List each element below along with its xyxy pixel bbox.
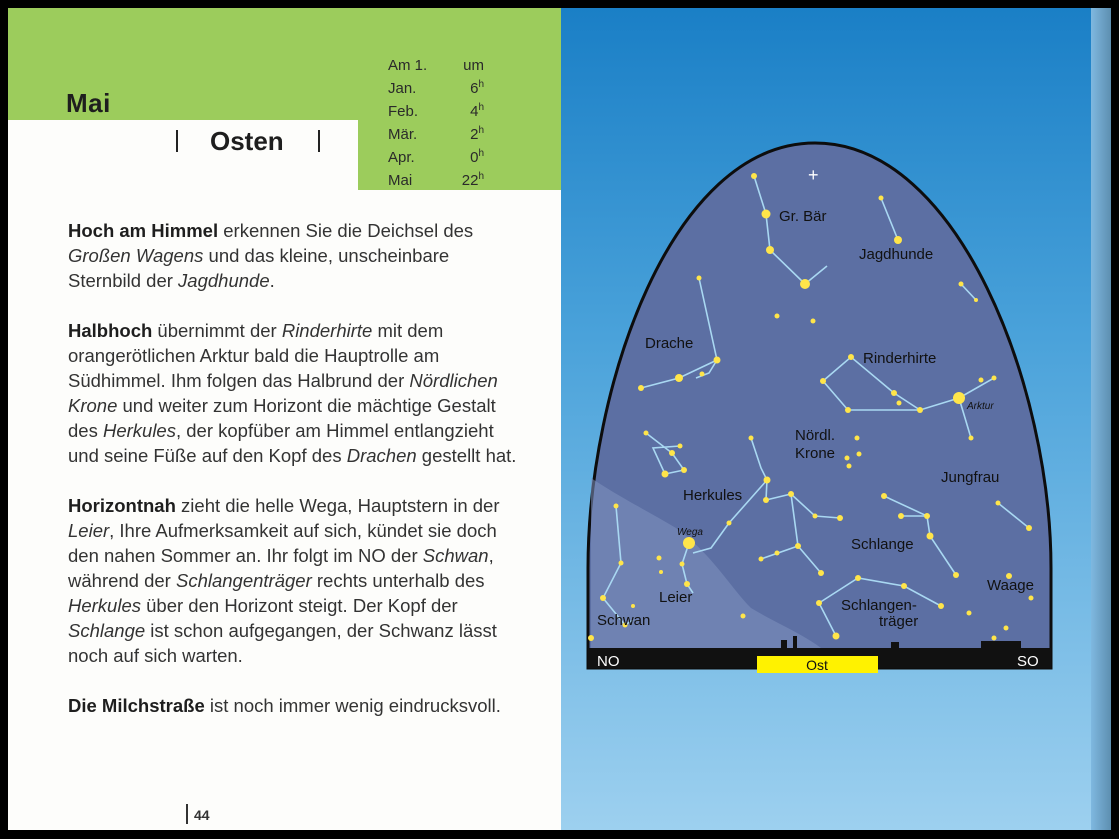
horizon-label-ost: Ost <box>806 657 828 673</box>
time-table-month: Mai <box>388 172 413 189</box>
zenith-marker: + <box>808 165 819 185</box>
label-gr-baer: Gr. Bär <box>779 208 827 225</box>
star <box>762 210 771 219</box>
star-wega <box>683 537 695 549</box>
star <box>847 464 852 469</box>
star <box>845 407 851 413</box>
star <box>678 444 683 449</box>
paragraph-emphasis: Nördlichen Krone <box>68 370 498 416</box>
star <box>669 450 675 456</box>
time-table-hour-unit: h <box>478 125 484 136</box>
label-wega: Wega <box>677 527 703 538</box>
time-table-row <box>388 169 484 192</box>
tab-tick-left <box>176 130 178 152</box>
star <box>749 436 754 441</box>
horizon-label-no: NO <box>597 653 620 670</box>
paragraph-text: , Ihre Aufmerksamkeit auf sich, kündet sie doch den nahen Sommer an. Ihr folgt im NO der <box>68 520 497 566</box>
star <box>833 633 840 640</box>
time-table-hour-value: 4 <box>470 103 479 120</box>
time-table-hour-unit: h <box>478 102 484 113</box>
paragraph-text: gestellt hat. <box>416 445 517 466</box>
time-table-row <box>388 77 484 100</box>
body-paragraph <box>68 318 523 468</box>
time-table-col1-header: Am 1. <box>388 57 428 74</box>
paragraph-text: und das kleine, unscheinbare Sternbild der <box>68 245 450 291</box>
star <box>894 236 902 244</box>
star <box>996 501 1001 506</box>
paragraph-emphasis: Schwan <box>422 545 489 566</box>
star <box>992 636 997 641</box>
star <box>759 557 764 562</box>
star <box>901 583 907 589</box>
horizon-label-so: SO <box>1017 653 1039 670</box>
body-paragraph <box>68 218 523 293</box>
star <box>657 556 662 561</box>
star <box>775 551 780 556</box>
label-noerdl: Nördl. <box>795 427 836 444</box>
direction-title: Osten <box>210 126 284 156</box>
star <box>837 515 843 521</box>
star <box>845 456 850 461</box>
body-paragraph <box>68 693 523 718</box>
paragraph-text: ist noch immer wenig eindrucksvoll. <box>204 695 501 716</box>
time-table-rows <box>388 77 484 192</box>
time-table-col2-header: um <box>463 57 484 74</box>
star <box>795 543 801 549</box>
time-table-month: Feb. <box>388 103 419 120</box>
time-table-hour-unit: h <box>478 148 484 159</box>
star <box>953 572 959 578</box>
time-table-row <box>388 100 484 123</box>
star <box>644 431 649 436</box>
star <box>811 319 816 324</box>
horizon-building <box>781 640 787 650</box>
label-arktur: Arktur <box>967 401 994 412</box>
label-schwan: Schwan <box>597 612 651 629</box>
star <box>775 314 780 319</box>
label-jungfrau: Jungfrau <box>941 469 1000 486</box>
paragraph-emphasis: Herkules <box>102 420 176 441</box>
horizon-building <box>891 642 899 650</box>
star <box>675 374 683 382</box>
star <box>967 611 972 616</box>
paragraph-lead: Horizontnah <box>68 495 176 516</box>
paragraph-text: ist schon aufgegangen, der Schwanz lässt noch auf sich warten. <box>68 620 497 666</box>
star <box>631 604 635 608</box>
time-table <box>388 54 484 192</box>
paragraph-text: rechts unterhalb des <box>311 570 485 591</box>
star <box>813 514 818 519</box>
label-herkules: Herkules <box>683 487 743 504</box>
star <box>1026 525 1032 531</box>
time-table-month: Mär. <box>388 126 418 143</box>
time-table-month: Apr. <box>388 149 415 166</box>
time-table-hour <box>448 169 484 192</box>
left-page <box>8 8 561 830</box>
star <box>788 491 794 497</box>
star <box>1004 626 1009 631</box>
star <box>619 561 624 566</box>
star <box>659 570 663 574</box>
star <box>818 570 824 576</box>
star <box>764 477 771 484</box>
label-krone: Krone <box>795 445 836 462</box>
horizon-building <box>981 641 1021 650</box>
star <box>848 354 854 360</box>
paragraph-emphasis: Schlange <box>68 620 146 641</box>
time-table-header <box>388 54 484 77</box>
paragraph-text: . <box>269 270 275 291</box>
horizon-building <box>793 636 797 650</box>
star <box>891 390 897 396</box>
label-rinderhirte: Rinderhirte <box>863 350 937 367</box>
paragraph-text: erkennen Sie die Deichsel des <box>218 220 474 241</box>
paragraph-lead: Halbhoch <box>68 320 153 341</box>
star <box>714 357 721 364</box>
star <box>697 276 702 281</box>
header-tab <box>8 120 358 200</box>
paragraph-text: über den Horizont steigt. Der Kopf der <box>141 595 458 616</box>
time-table-hour <box>448 77 484 100</box>
star <box>600 595 606 601</box>
time-table-month: Jan. <box>388 80 417 97</box>
star <box>614 504 619 509</box>
time-table-hour-value: 22 <box>461 172 479 189</box>
star <box>766 246 774 254</box>
label-drache: Drache <box>645 335 694 352</box>
label-schlange: Schlange <box>851 536 914 553</box>
star <box>979 378 984 383</box>
star <box>816 600 822 606</box>
star <box>857 452 862 457</box>
tab-tick-right <box>318 130 320 152</box>
paragraph-emphasis: Leier <box>68 520 110 541</box>
paragraph-text: mit dem orangerötlichen Arktur bald die Hauptrolle am Südhimmel. Ihm folgen das Halbrund der <box>68 320 444 391</box>
paragraph-text: , der kopfüber am Himmel entlangzieht und seine Füße auf den Kopf des <box>68 420 494 466</box>
label-schlangen: Schlangen- <box>841 597 917 614</box>
paragraph-text: , während der <box>68 545 494 591</box>
star <box>820 378 826 384</box>
star <box>898 513 904 519</box>
star <box>924 513 930 519</box>
time-table-row <box>388 146 484 169</box>
star <box>959 282 964 287</box>
time-table-hour-value: 6 <box>470 80 479 97</box>
star <box>917 407 923 413</box>
star <box>927 533 934 540</box>
paragraph-emphasis: Herkules <box>68 595 141 616</box>
label-traeger: träger <box>879 613 919 630</box>
paragraph-emphasis: Drachen <box>346 445 417 466</box>
page-number: 44 <box>186 804 210 824</box>
paragraph-text: und weiter zum Horizont die mächtige Gestalt des <box>68 395 496 441</box>
time-table-hour-unit: h <box>478 171 484 182</box>
time-table-hour-value: 0 <box>470 149 479 166</box>
label-waage: Waage <box>987 577 1034 594</box>
paragraph-emphasis: Rinderhirte <box>281 320 373 341</box>
star <box>741 614 746 619</box>
time-table-hour-unit: h <box>478 79 484 90</box>
star <box>700 372 705 377</box>
star <box>1029 596 1034 601</box>
time-table-hour <box>448 100 484 123</box>
star-chart <box>561 8 1091 830</box>
label-jagdhunde: Jagdhunde <box>859 246 934 263</box>
star <box>727 521 732 526</box>
paragraph-emphasis: Schlangenträger <box>175 570 312 591</box>
time-table-row <box>388 123 484 146</box>
body-paragraph <box>68 493 523 668</box>
star <box>969 436 974 441</box>
star <box>681 467 687 473</box>
star <box>662 471 669 478</box>
star <box>680 562 685 567</box>
paragraph-emphasis: Jagdhunde <box>178 270 270 291</box>
time-table-hour <box>448 146 484 169</box>
time-table-hour-value: 2 <box>470 126 479 143</box>
month-title: Mai <box>66 88 111 118</box>
star <box>855 436 860 441</box>
paragraph-text: zieht die helle Wega, Hauptstern in der <box>175 495 500 516</box>
paragraph-lead: Hoch am Himmel <box>68 220 219 241</box>
star <box>879 196 884 201</box>
label-leier: Leier <box>659 589 693 606</box>
star <box>974 298 978 302</box>
star <box>855 575 861 581</box>
star <box>800 279 810 289</box>
star <box>938 603 944 609</box>
right-page <box>561 8 1091 830</box>
star <box>638 385 644 391</box>
body-text <box>68 218 523 743</box>
star <box>881 493 887 499</box>
time-table-hour <box>448 123 484 146</box>
paragraph-emphasis: Großen Wagens <box>68 245 204 266</box>
right-page-edge <box>1091 8 1111 830</box>
star <box>684 581 690 587</box>
paragraph-lead: Die Milchstraße <box>68 695 205 716</box>
star <box>763 497 769 503</box>
star <box>588 635 594 641</box>
paragraph-text: übernimmt der <box>152 320 282 341</box>
star <box>751 173 757 179</box>
star-arktur <box>953 392 965 404</box>
star <box>897 401 902 406</box>
star <box>992 376 997 381</box>
